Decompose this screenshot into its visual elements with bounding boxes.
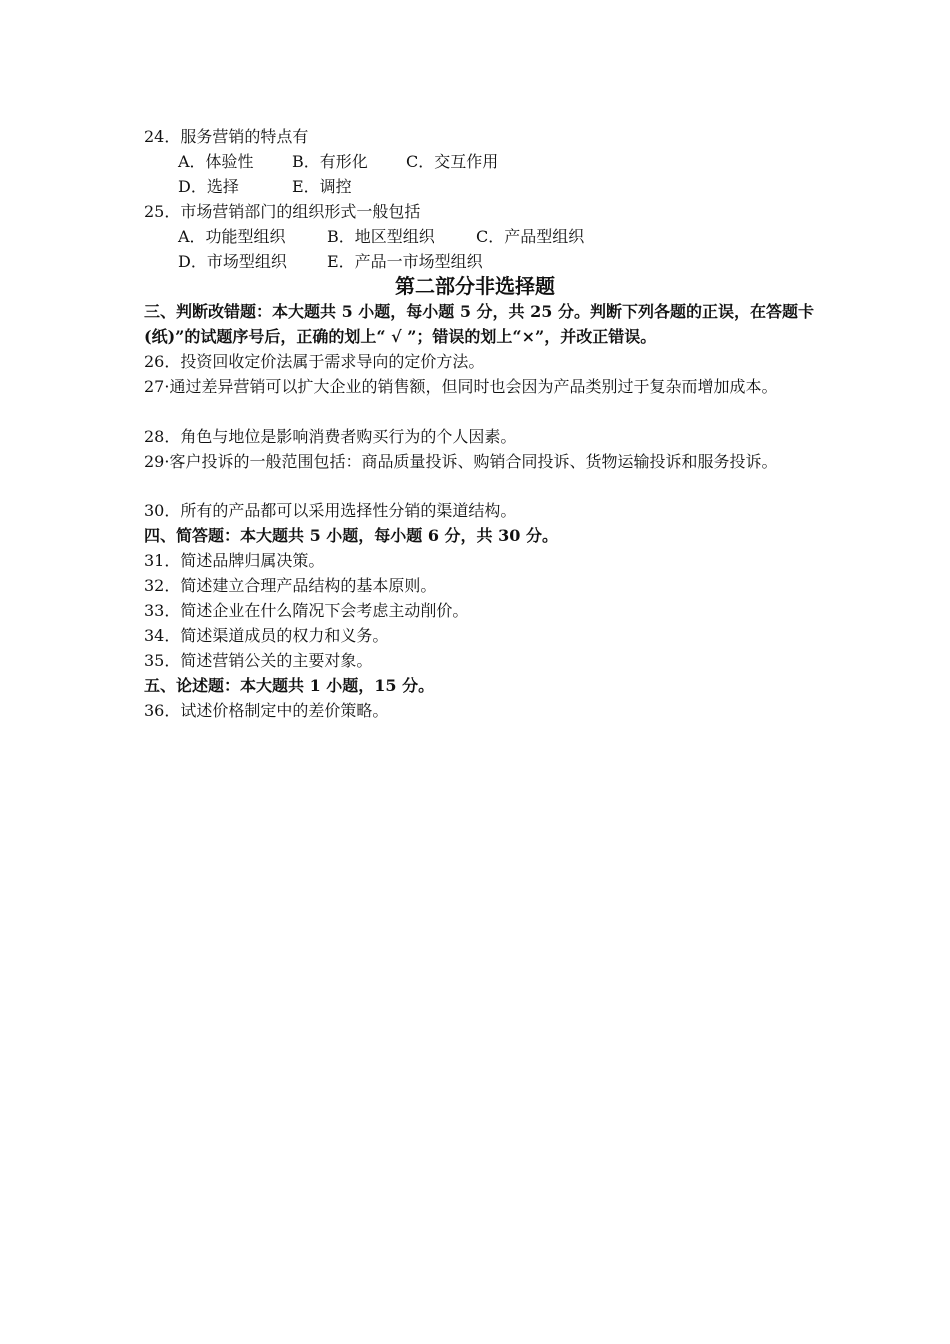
question-29: 29·客户投诉的一般范围包括：商品质量投诉、购销合同投诉、货物运输投诉和服务投诉。	[144, 452, 778, 471]
option-c: C．交互作用	[406, 152, 499, 171]
question-24-options-row1	[178, 152, 848, 172]
question-33: 33．简述企业在什么隋况下会考虑主动削价。	[144, 601, 469, 620]
option-c: C．产品型组织	[476, 227, 585, 246]
question-25-options-row2	[178, 252, 848, 272]
question-24-options-row2	[178, 177, 848, 197]
question-32: 32．简述建立合理产品结构的基本原则。	[144, 576, 437, 595]
question-25-options-row1	[178, 227, 848, 247]
question-31: 31．简述品牌归属决策。	[144, 551, 325, 570]
question-36: 36．试述价格制定中的差价策略。	[144, 701, 389, 720]
question-26: 26．投资回收定价法属于需求导向的定价方法。	[144, 352, 485, 371]
question-30: 30．所有的产品都可以采用选择性分销的渠道结构。	[144, 501, 517, 520]
section-3-heading: 三、判断改错题：本大题共 5 小题，每小题 5 分，共 25 分。判断下列各题的正误，在答题卡(纸)”的试题序号后，正确的划上“ √ ”；错误的划上“×”，并改正错误。	[144, 302, 814, 346]
question-28: 28．角色与地位是影响消费者购买行为的个人因素。	[144, 427, 517, 446]
section-4-heading: 四、简答题：本大题共 5 小题，每小题 6 分，共 30 分。	[144, 526, 558, 545]
question-24-stem: 24．服务营销的特点有	[144, 127, 309, 146]
part-two-title: 第二部分非选择题	[395, 274, 555, 298]
option-a: A．体验性	[178, 152, 254, 171]
option-d: D．选择	[178, 177, 239, 196]
option-b: B．地区型组织	[327, 227, 435, 246]
question-25-stem: 25．市场营销部门的组织形式一般包括	[144, 202, 421, 221]
option-a: A．功能型组织	[178, 227, 286, 246]
option-d: D．市场型组织	[178, 252, 287, 271]
question-34: 34．简述渠道成员的权力和义务。	[144, 626, 389, 645]
question-27: 27·通过差异营销可以扩大企业的销售额，但同时也会因为产品类别过于复杂而增加成本。	[144, 377, 778, 396]
section-5-heading: 五、论述题：本大题共 1 小题，15 分。	[144, 676, 435, 695]
option-e: E．产品一市场型组织	[327, 252, 483, 271]
option-e: E．调控	[292, 177, 352, 196]
option-b: B．有形化	[292, 152, 368, 171]
question-35: 35．简述营销公关的主要对象。	[144, 651, 373, 670]
